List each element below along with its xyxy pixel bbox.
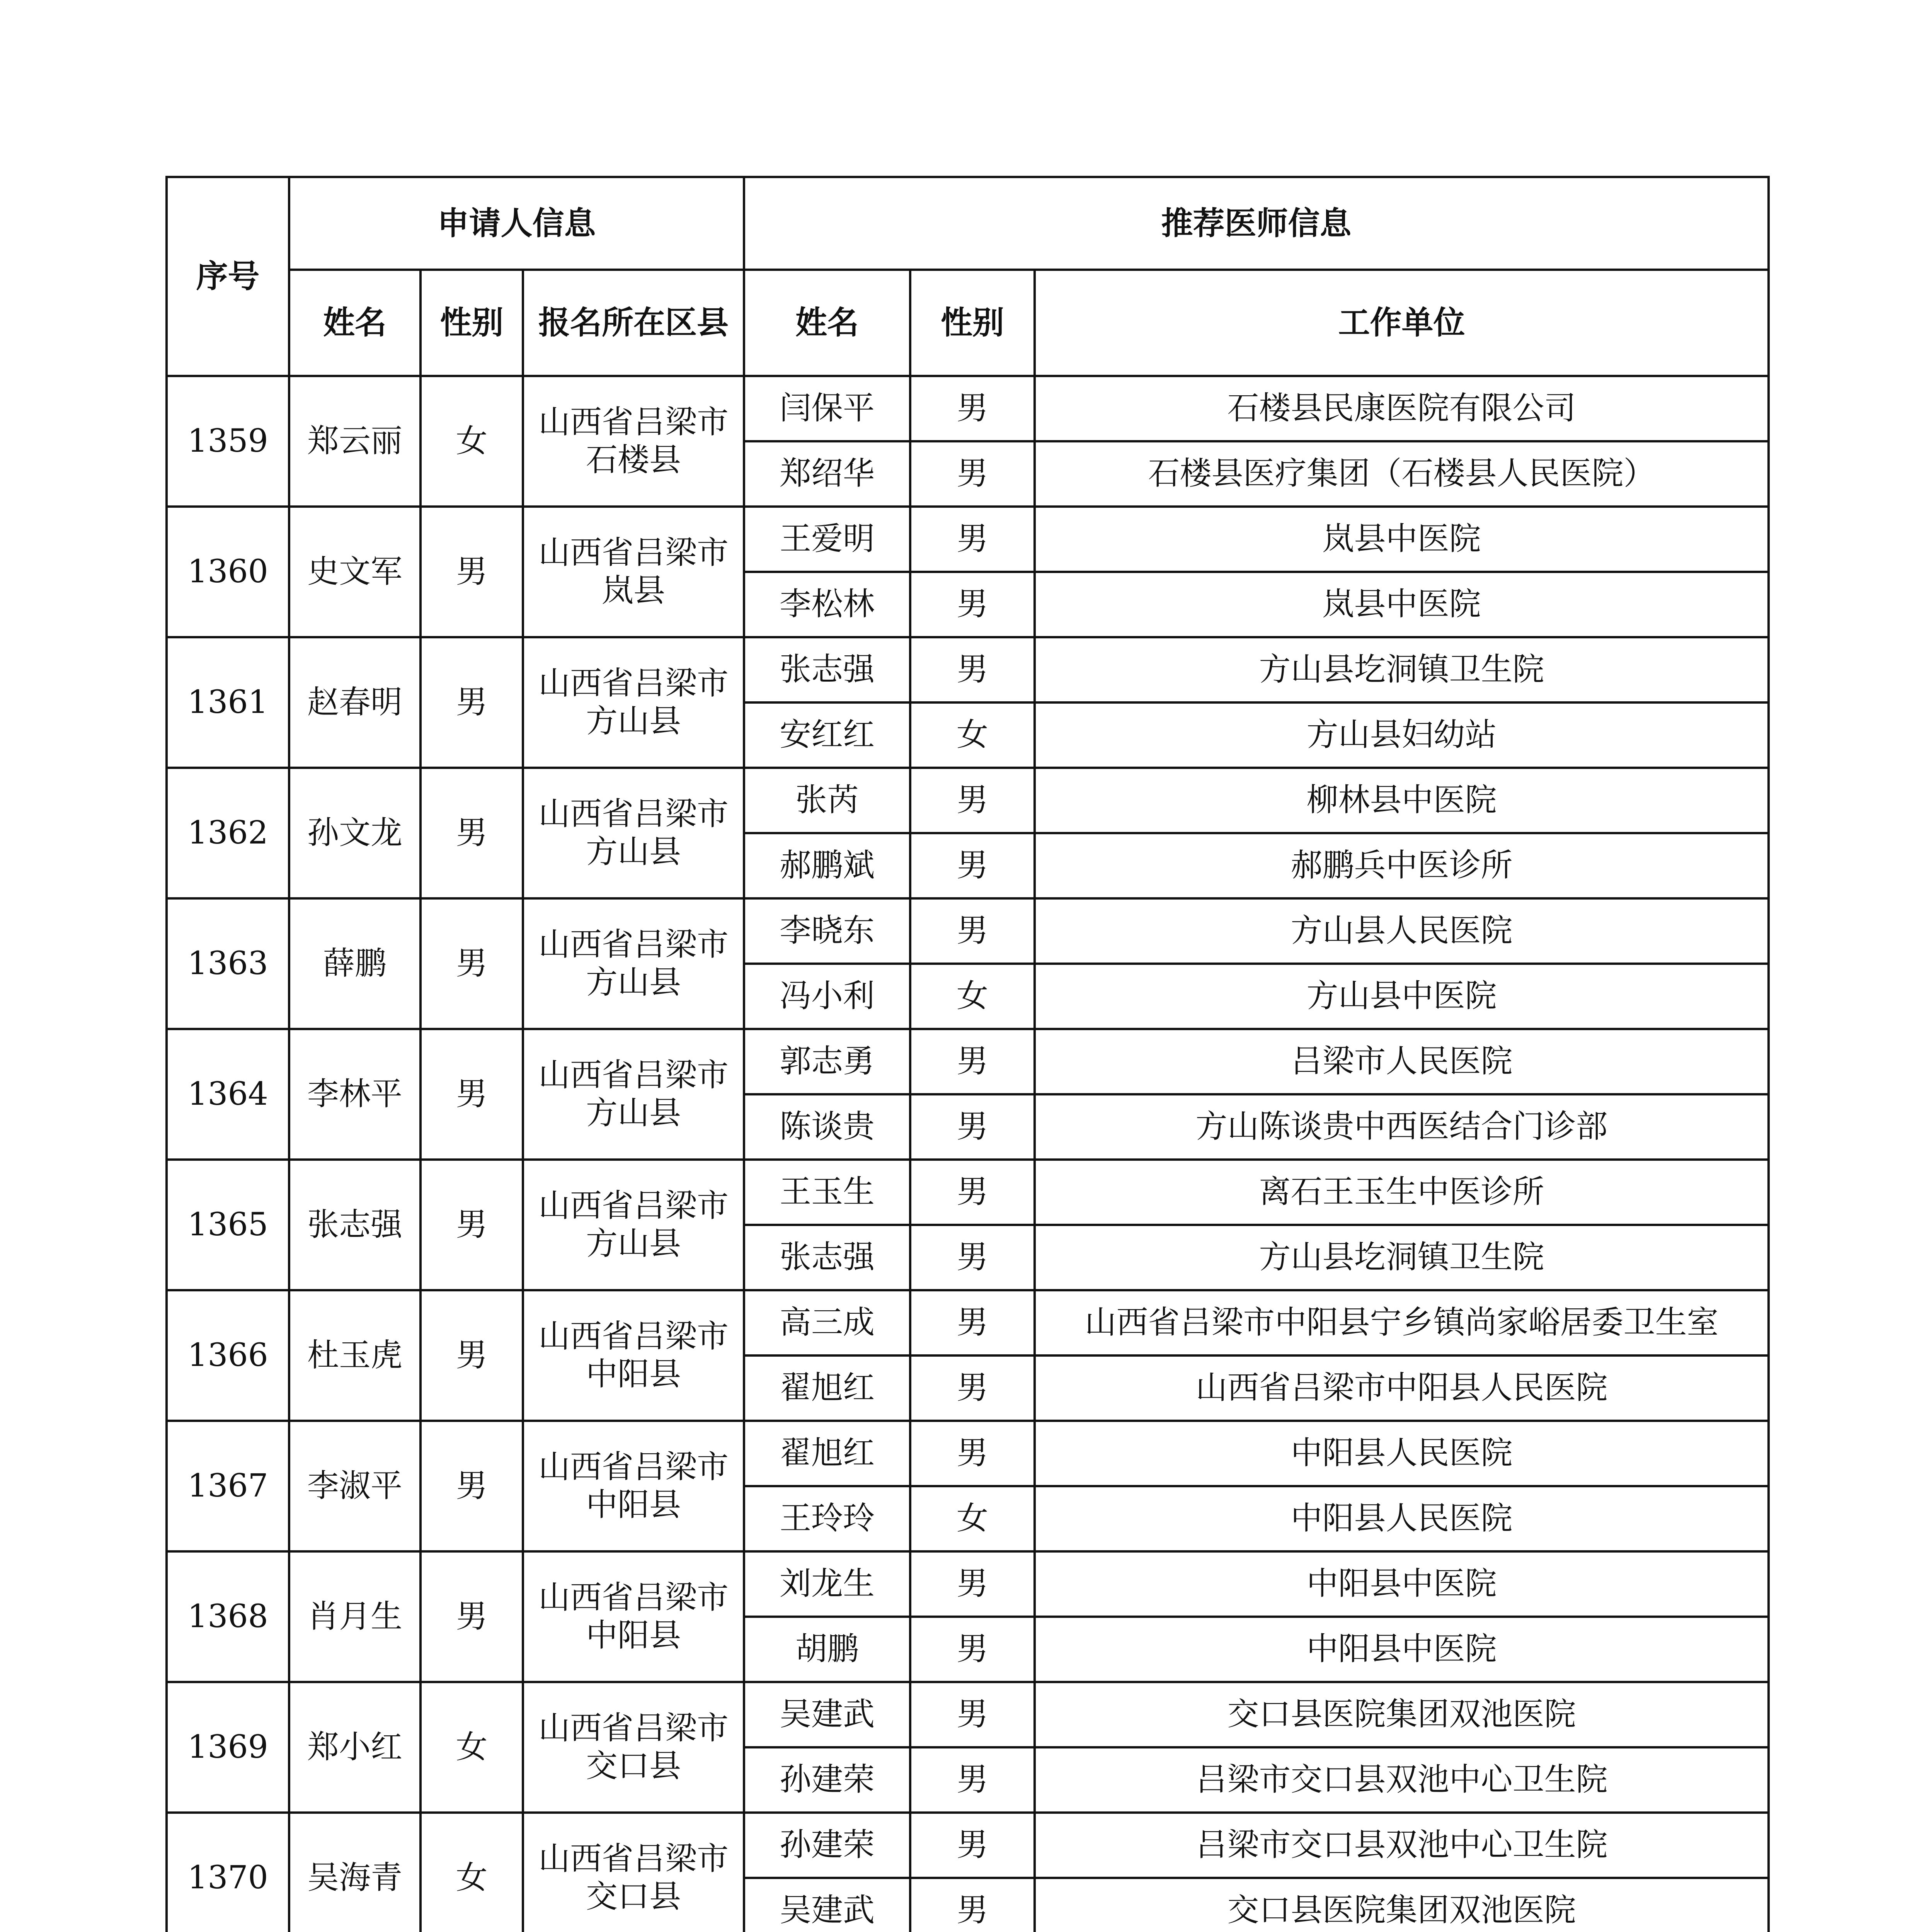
cell-doctor-unit: 吕梁市人民医院: [1035, 1029, 1769, 1094]
cell-doctor-name: 王玉生: [744, 1160, 910, 1225]
cell-applicant-region: 山西省吕梁市中阳县: [523, 1551, 744, 1682]
cell-applicant-gender: 男: [421, 507, 523, 637]
cell-applicant-name: 肖月生: [289, 1551, 421, 1682]
cell-doctor-unit: 郝鹏兵中医诊所: [1035, 833, 1769, 898]
cell-doctor-gender: 男: [910, 376, 1035, 441]
cell-doctor-name: 李松林: [744, 572, 910, 637]
cell-doctor-gender: 男: [910, 1551, 1035, 1617]
cell-doctor-gender: 男: [910, 898, 1035, 964]
cell-applicant-gender: 男: [421, 637, 523, 768]
cell-doctor-name: 吴建武: [744, 1682, 910, 1747]
cell-doctor-unit: 中阳县人民医院: [1035, 1421, 1769, 1486]
cell-doctor-gender: 女: [910, 1486, 1035, 1551]
col-header-applicant-gender: 性别: [421, 270, 523, 376]
cell-applicant-gender: 男: [421, 768, 523, 898]
cell-doctor-name: 孙建荣: [744, 1747, 910, 1813]
cell-doctor-unit: 中阳县中医院: [1035, 1617, 1769, 1682]
cell-applicant-gender: 女: [421, 376, 523, 507]
col-header-applicant-region: 报名所在区县: [523, 270, 744, 376]
cell-applicant-region: 山西省吕梁市岚县: [523, 507, 744, 637]
cell-doctor-gender: 男: [910, 572, 1035, 637]
cell-doctor-unit: 吕梁市交口县双池中心卫生院: [1035, 1813, 1769, 1878]
table-body: [167, 376, 1769, 1932]
cell-seq: 1365: [167, 1160, 289, 1290]
cell-applicant-gender: 男: [421, 1551, 523, 1682]
cell-doctor-name: 吴建武: [744, 1878, 910, 1932]
cell-applicant-name: 李淑平: [289, 1421, 421, 1551]
cell-doctor-gender: 男: [910, 637, 1035, 702]
cell-doctor-unit: 岚县中医院: [1035, 507, 1769, 572]
cell-doctor-unit: 中阳县人民医院: [1035, 1486, 1769, 1551]
header-row-columns: [167, 270, 1769, 376]
cell-applicant-name: 李林平: [289, 1029, 421, 1160]
cell-seq: 1362: [167, 768, 289, 898]
cell-doctor-unit: 岚县中医院: [1035, 572, 1769, 637]
table-row: [167, 1551, 1769, 1617]
cell-doctor-gender: 女: [910, 702, 1035, 768]
cell-doctor-unit: 石楼县医疗集团（石楼县人民医院）: [1035, 441, 1769, 507]
cell-applicant-name: 吴海青: [289, 1813, 421, 1932]
cell-doctor-name: 闫保平: [744, 376, 910, 441]
cell-doctor-gender: 男: [910, 1878, 1035, 1932]
cell-doctor-unit: 交口县医院集团双池医院: [1035, 1682, 1769, 1747]
cell-doctor-gender: 男: [910, 441, 1035, 507]
cell-doctor-gender: 男: [910, 1160, 1035, 1225]
table-row: [167, 898, 1769, 964]
cell-applicant-name: 孙文龙: [289, 768, 421, 898]
cell-doctor-name: 王玲玲: [744, 1486, 910, 1551]
cell-applicant-name: 郑小红: [289, 1682, 421, 1813]
table-row: [167, 1813, 1769, 1878]
cell-doctor-gender: 男: [910, 1421, 1035, 1486]
cell-doctor-name: 高三成: [744, 1290, 910, 1355]
table-row: [167, 1682, 1769, 1747]
cell-doctor-name: 孙建荣: [744, 1813, 910, 1878]
cell-doctor-gender: 男: [910, 768, 1035, 833]
cell-doctor-unit: 方山县人民医院: [1035, 898, 1769, 964]
table-row: [167, 1160, 1769, 1225]
cell-doctor-unit: 方山县圪洞镇卫生院: [1035, 1225, 1769, 1290]
table-row: [167, 507, 1769, 572]
cell-doctor-unit: 离石王玉生中医诊所: [1035, 1160, 1769, 1225]
cell-applicant-region: 山西省吕梁市方山县: [523, 768, 744, 898]
cell-doctor-name: 张志强: [744, 637, 910, 702]
cell-applicant-name: 史文军: [289, 507, 421, 637]
cell-applicant-gender: 男: [421, 1029, 523, 1160]
cell-applicant-name: 张志强: [289, 1160, 421, 1290]
cell-doctor-unit: 山西省吕梁市中阳县宁乡镇尚家峪居委卫生室: [1035, 1290, 1769, 1355]
cell-seq: 1370: [167, 1813, 289, 1932]
cell-applicant-gender: 男: [421, 898, 523, 1029]
cell-doctor-unit: 石楼县民康医院有限公司: [1035, 376, 1769, 441]
cell-doctor-name: 王爱明: [744, 507, 910, 572]
table-row: [167, 637, 1769, 702]
cell-doctor-name: 刘龙生: [744, 1551, 910, 1617]
header-row-group: [167, 177, 1769, 270]
cell-seq: 1369: [167, 1682, 289, 1813]
table-row: [167, 1290, 1769, 1355]
cell-doctor-gender: 男: [910, 1813, 1035, 1878]
cell-seq: 1359: [167, 376, 289, 507]
cell-applicant-region: 山西省吕梁市中阳县: [523, 1421, 744, 1551]
cell-doctor-name: 郝鹏斌: [744, 833, 910, 898]
cell-doctor-unit: 吕梁市交口县双池中心卫生院: [1035, 1747, 1769, 1813]
cell-applicant-region: 山西省吕梁市交口县: [523, 1813, 744, 1932]
cell-doctor-name: 郑绍华: [744, 441, 910, 507]
cell-applicant-name: 郑云丽: [289, 376, 421, 507]
cell-doctor-name: 张芮: [744, 768, 910, 833]
col-header-doctor-name: 姓名: [744, 270, 910, 376]
cell-doctor-gender: 男: [910, 1747, 1035, 1813]
cell-seq: 1368: [167, 1551, 289, 1682]
cell-applicant-gender: 男: [421, 1421, 523, 1551]
cell-doctor-name: 李晓东: [744, 898, 910, 964]
cell-applicant-gender: 女: [421, 1813, 523, 1932]
cell-doctor-gender: 男: [910, 1617, 1035, 1682]
cell-applicant-region: 山西省吕梁市方山县: [523, 1029, 744, 1160]
cell-doctor-name: 翟旭红: [744, 1355, 910, 1421]
cell-applicant-region: 山西省吕梁市方山县: [523, 637, 744, 768]
cell-applicant-gender: 男: [421, 1290, 523, 1421]
document-page: [165, 176, 1767, 1932]
cell-seq: 1363: [167, 898, 289, 1029]
cell-applicant-gender: 男: [421, 1160, 523, 1290]
cell-applicant-name: 薛鹏: [289, 898, 421, 1029]
cell-doctor-name: 陈谈贵: [744, 1094, 910, 1160]
cell-applicant-name: 杜玉虎: [289, 1290, 421, 1421]
cell-doctor-name: 安红红: [744, 702, 910, 768]
cell-seq: 1367: [167, 1421, 289, 1551]
cell-doctor-unit: 柳林县中医院: [1035, 768, 1769, 833]
cell-doctor-name: 郭志勇: [744, 1029, 910, 1094]
cell-doctor-gender: 男: [910, 1290, 1035, 1355]
col-header-doctor-group: 推荐医师信息: [744, 177, 1769, 270]
cell-seq: 1364: [167, 1029, 289, 1160]
cell-doctor-unit: 方山县妇幼站: [1035, 702, 1769, 768]
cell-applicant-region: 山西省吕梁市交口县: [523, 1682, 744, 1813]
col-header-applicant-group: 申请人信息: [289, 177, 744, 270]
cell-doctor-gender: 男: [910, 1682, 1035, 1747]
table-row: [167, 376, 1769, 441]
cell-applicant-gender: 女: [421, 1682, 523, 1813]
cell-applicant-region: 山西省吕梁市方山县: [523, 1160, 744, 1290]
cell-doctor-name: 张志强: [744, 1225, 910, 1290]
cell-doctor-name: 胡鹏: [744, 1617, 910, 1682]
cell-doctor-unit: 方山陈谈贵中西医结合门诊部: [1035, 1094, 1769, 1160]
table-row: [167, 768, 1769, 833]
col-header-seq: 序号: [167, 177, 289, 376]
cell-doctor-gender: 男: [910, 833, 1035, 898]
recommendation-table: [165, 176, 1770, 1932]
cell-doctor-unit: 中阳县中医院: [1035, 1551, 1769, 1617]
cell-doctor-gender: 男: [910, 1355, 1035, 1421]
table-row: [167, 1029, 1769, 1094]
cell-doctor-unit: 方山县中医院: [1035, 964, 1769, 1029]
cell-doctor-gender: 男: [910, 1094, 1035, 1160]
cell-seq: 1360: [167, 507, 289, 637]
cell-applicant-region: 山西省吕梁市方山县: [523, 898, 744, 1029]
col-header-doctor-unit: 工作单位: [1035, 270, 1769, 376]
cell-seq: 1361: [167, 637, 289, 768]
cell-doctor-unit: 方山县圪洞镇卫生院: [1035, 637, 1769, 702]
cell-doctor-gender: 男: [910, 507, 1035, 572]
cell-doctor-unit: 山西省吕梁市中阳县人民医院: [1035, 1355, 1769, 1421]
cell-doctor-unit: 交口县医院集团双池医院: [1035, 1878, 1769, 1932]
cell-doctor-gender: 男: [910, 1225, 1035, 1290]
cell-applicant-region: 山西省吕梁市中阳县: [523, 1290, 744, 1421]
cell-doctor-name: 冯小利: [744, 964, 910, 1029]
cell-applicant-region: 山西省吕梁市石楼县: [523, 376, 744, 507]
col-header-doctor-gender: 性别: [910, 270, 1035, 376]
cell-doctor-name: 翟旭红: [744, 1421, 910, 1486]
cell-doctor-gender: 男: [910, 1029, 1035, 1094]
cell-applicant-name: 赵春明: [289, 637, 421, 768]
col-header-applicant-name: 姓名: [289, 270, 421, 376]
cell-seq: 1366: [167, 1290, 289, 1421]
cell-doctor-gender: 女: [910, 964, 1035, 1029]
table-row: [167, 1421, 1769, 1486]
